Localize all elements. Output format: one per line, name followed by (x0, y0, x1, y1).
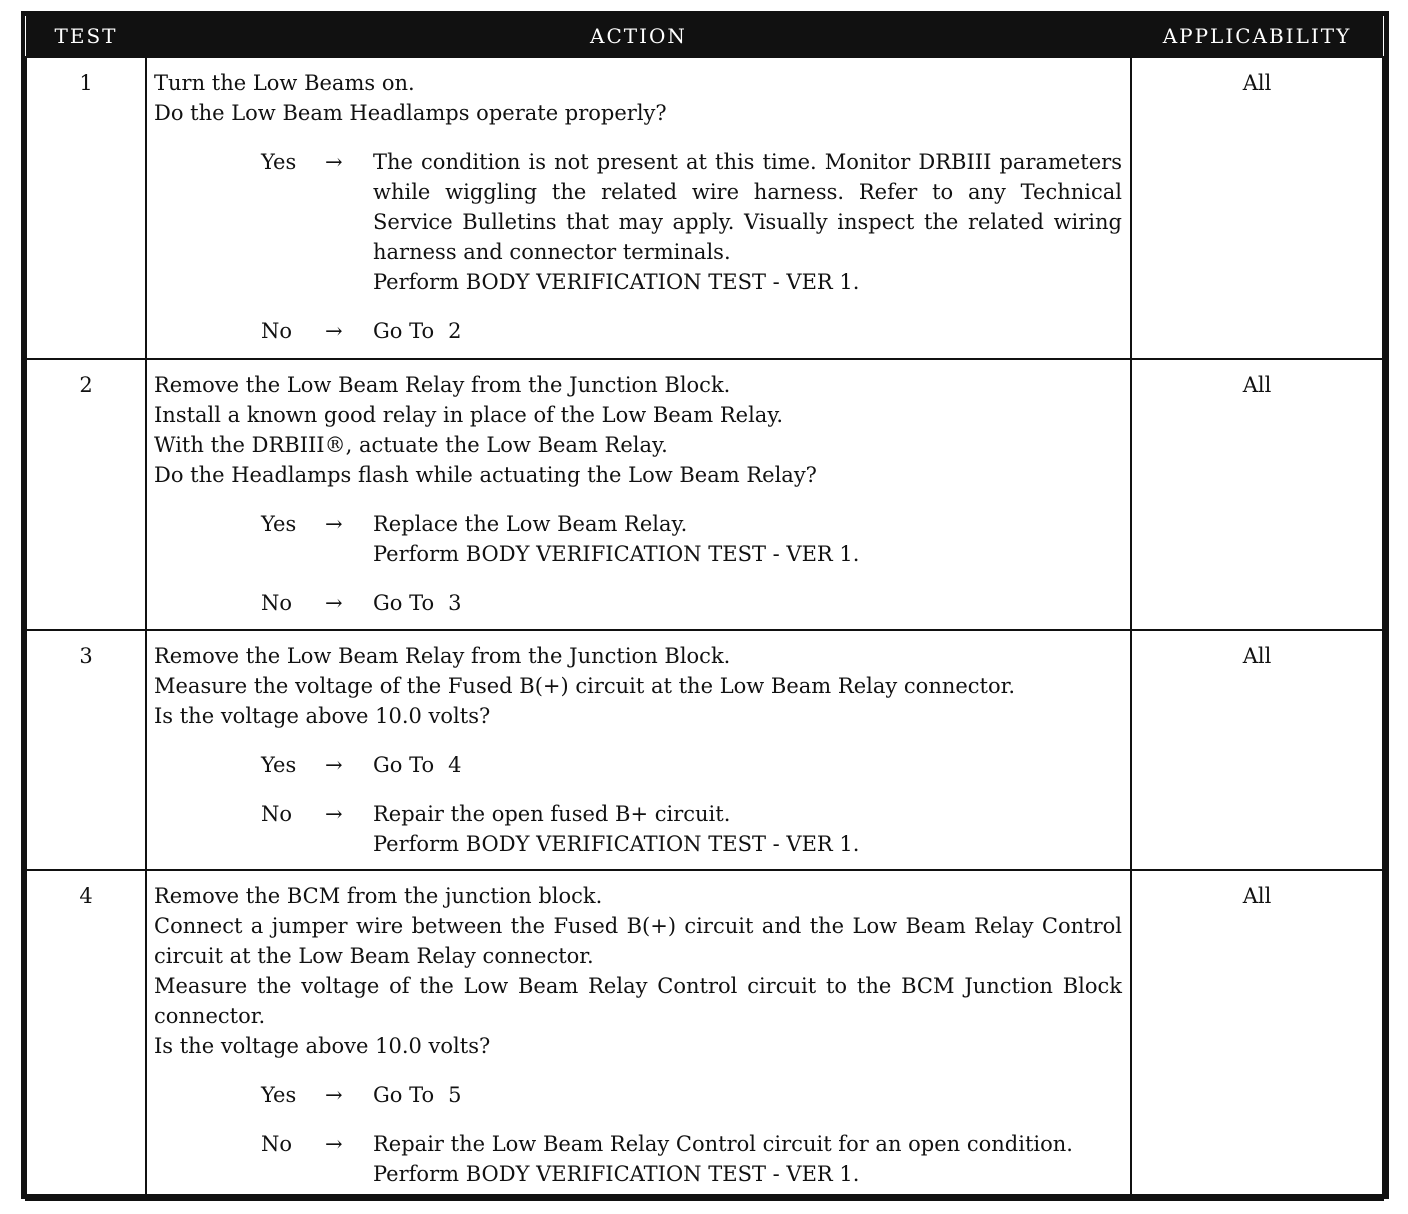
instruction-line: Connect a jumper wire between the Fused B(+) circuit and the Low Beam Relay Control circuit at the Low Beam Relay connector. (154, 914, 1122, 968)
goto-text: Go To (373, 319, 435, 343)
goto-number: 4 (448, 753, 462, 777)
arrow-icon: → (325, 591, 343, 615)
no-label: No (261, 319, 293, 343)
header-test: TEST (26, 16, 146, 57)
test-row (26, 57, 1383, 359)
instruction-line: Turn the Low Beams on. (154, 71, 415, 95)
applicability-value: All (1131, 870, 1383, 1200)
result-line: Repair the open fused B+ circuit. (373, 802, 731, 826)
yes-outcome (261, 509, 1122, 569)
instruction-line: Install a known good relay in place of the Low Beam Relay. (154, 403, 784, 427)
header-applicability: APPLICABILITY (1131, 16, 1383, 57)
arrow-icon: → (325, 150, 343, 174)
no-outcome (261, 588, 1122, 618)
yes-label: Yes (261, 150, 297, 174)
arrow-icon: → (325, 1083, 343, 1107)
result-line: Perform BODY VERIFICATION TEST - VER 1. (373, 1162, 860, 1186)
test-number: 2 (26, 359, 146, 630)
no-outcome (261, 1129, 1122, 1189)
action-cell (146, 630, 1131, 870)
test-row (26, 630, 1383, 870)
arrow-icon: → (325, 1132, 343, 1156)
goto-text: Go To (373, 591, 435, 615)
header-row (26, 16, 1383, 57)
test-number: 3 (26, 630, 146, 870)
action-cell (146, 57, 1131, 359)
instruction-line: Remove the Low Beam Relay from the Junction Block. (154, 644, 731, 668)
goto-number: 3 (448, 591, 462, 615)
no-result (373, 799, 1122, 859)
no-label: No (261, 591, 293, 615)
test-row (26, 359, 1383, 630)
action-cell (146, 870, 1131, 1200)
test-row (26, 870, 1383, 1200)
yes-result (373, 750, 1122, 780)
test-number: 1 (26, 57, 146, 359)
arrow-icon: → (325, 753, 343, 777)
no-label: No (261, 1132, 293, 1156)
instruction-line: With the DRBIII®, actuate the Low Beam Relay. (154, 433, 668, 457)
yes-result (373, 509, 1122, 569)
goto-text: Go To (373, 1083, 435, 1107)
arrow-icon: → (325, 512, 343, 536)
yes-result (373, 1080, 1122, 1110)
result-line: Repair the Low Beam Relay Control circuit for an open condition. (373, 1132, 1073, 1156)
no-result (373, 1129, 1122, 1189)
result-line: Perform BODY VERIFICATION TEST - VER 1. (373, 832, 860, 856)
goto-number: 5 (448, 1083, 462, 1107)
instruction-line: Measure the voltage of the Low Beam Relay Control circuit to the BCM Junction Block connector. (154, 974, 1122, 1028)
instruction-line: Remove the Low Beam Relay from the Junction Block. (154, 373, 731, 397)
instruction-line: Do the Headlamps flash while actuating the Low Beam Relay? (154, 463, 817, 487)
result-line: Perform BODY VERIFICATION TEST - VER 1. (373, 270, 860, 294)
no-label: No (261, 802, 293, 826)
instruction-line: Do the Low Beam Headlamps operate properly? (154, 101, 667, 125)
instruction-line: Remove the BCM from the junction block. (154, 884, 603, 908)
diagnostic-test-table (21, 11, 1389, 1199)
yes-label: Yes (261, 512, 297, 536)
applicability-value: All (1131, 630, 1383, 870)
no-outcome (261, 316, 1122, 346)
yes-outcome (261, 1080, 1122, 1110)
goto-text: Go To (373, 753, 435, 777)
test-number: 4 (26, 870, 146, 1200)
test-table (25, 16, 1384, 1201)
yes-result (373, 147, 1122, 297)
header-action: ACTION (146, 16, 1131, 57)
no-result (373, 588, 1122, 618)
no-result (373, 316, 1122, 346)
instruction-line: Measure the voltage of the Fused B(+) circuit at the Low Beam Relay connector. (154, 674, 1016, 698)
applicability-value: All (1131, 359, 1383, 630)
result-line: The condition is not present at this time. Monitor DRBIII parameters while wiggling the related wire harness. Refer to any Technical Service Bulletins that may apply. Visually inspect the related wiring harness and connector terminals. (373, 150, 1122, 264)
action-cell (146, 359, 1131, 630)
result-line: Replace the Low Beam Relay. (373, 512, 688, 536)
result-line: Perform BODY VERIFICATION TEST - VER 1. (373, 542, 860, 566)
yes-outcome (261, 147, 1122, 297)
yes-outcome (261, 750, 1122, 780)
arrow-icon: → (325, 802, 343, 826)
applicability-value: All (1131, 57, 1383, 359)
instruction-line: Is the voltage above 10.0 volts? (154, 704, 491, 728)
instruction-line: Is the voltage above 10.0 volts? (154, 1034, 491, 1058)
yes-label: Yes (261, 1083, 297, 1107)
goto-number: 2 (448, 319, 462, 343)
arrow-icon: → (325, 319, 343, 343)
yes-label: Yes (261, 753, 297, 777)
no-outcome (261, 799, 1122, 859)
